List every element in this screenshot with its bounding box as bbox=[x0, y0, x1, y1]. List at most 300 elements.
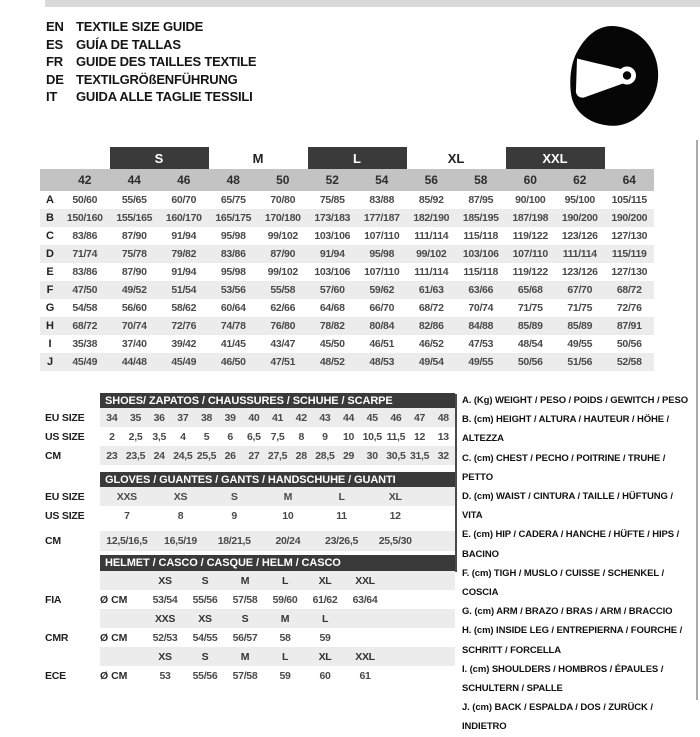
helmet-value-cell: 53/54 bbox=[152, 593, 178, 606]
measurement-cell: 80/84 bbox=[369, 320, 395, 332]
size-row bbox=[40, 408, 455, 427]
row-values bbox=[100, 427, 455, 446]
table-row bbox=[40, 353, 654, 371]
shoes-table bbox=[40, 393, 455, 465]
size-band: XL bbox=[447, 150, 465, 166]
measurement-cell: 177/187 bbox=[363, 212, 400, 224]
top-edge-strip bbox=[45, 0, 700, 7]
standard-label: CMR bbox=[40, 628, 100, 647]
size-band: M bbox=[252, 150, 264, 166]
helmet-size-cell: S bbox=[201, 574, 209, 587]
size-value-cell: 12 bbox=[389, 509, 401, 522]
size-value-cell: 25,5/30 bbox=[378, 535, 412, 547]
measurement-cell: 70/74 bbox=[468, 302, 494, 314]
size-value-cell: 27,5 bbox=[267, 449, 288, 462]
helmet-values bbox=[100, 666, 455, 685]
size-value-cell: 18/21,5 bbox=[217, 535, 251, 547]
size-value-cell: XS bbox=[173, 490, 188, 503]
helmet-size-cell bbox=[345, 609, 385, 628]
table-row bbox=[40, 227, 654, 245]
measurement-cell: 115/119 bbox=[611, 248, 647, 260]
size-value-cell: XXS bbox=[116, 490, 137, 503]
size-value-cell: 45 bbox=[366, 411, 378, 424]
measurement-cell: 107/110 bbox=[364, 230, 400, 242]
helmet-title-bar: HELMET / CASCO / CASQUE / HELM / CASCO bbox=[100, 555, 455, 571]
measurement-cell: 71/74 bbox=[72, 248, 98, 260]
row-label: EU SIZE bbox=[40, 408, 100, 427]
helmet-size-cell: S bbox=[241, 612, 249, 625]
measurement-cell: 54/58 bbox=[72, 302, 98, 314]
measurement-cell: 87/91 bbox=[616, 320, 642, 332]
helmet-value-cell: 58 bbox=[279, 631, 291, 644]
measurement-cell: 70/80 bbox=[270, 194, 296, 206]
right-edge-strip bbox=[696, 140, 698, 700]
measurement-cell: 160/170 bbox=[165, 212, 202, 224]
helmet-sizes-row bbox=[40, 647, 455, 666]
helmet-value-cell: 63/64 bbox=[352, 593, 378, 606]
measurement-cell: 44/48 bbox=[121, 356, 147, 368]
measurement-cell: 59/62 bbox=[369, 284, 395, 296]
helmet-size-cell: XL bbox=[318, 650, 332, 663]
size-value-cell: 40 bbox=[248, 411, 260, 424]
measurement-cell: 45/49 bbox=[72, 356, 98, 368]
size-value-cell: 31,5 bbox=[409, 449, 430, 462]
helmet-values-row bbox=[40, 666, 455, 685]
numeric-size: 60 bbox=[523, 173, 537, 187]
measurement-cell: 91/94 bbox=[319, 248, 345, 260]
measurement-cell: 115/118 bbox=[463, 230, 499, 242]
standard-label: ECE bbox=[40, 666, 100, 685]
size-value-cell: 35 bbox=[129, 411, 142, 424]
measurement-cell: 49/52 bbox=[121, 284, 147, 296]
helmet-size-cell: XXL bbox=[355, 650, 375, 663]
size-band: L bbox=[308, 147, 407, 169]
measurement-cell: 111/114 bbox=[414, 266, 449, 278]
size-value-cell: 28,5 bbox=[315, 449, 335, 462]
measurement-cell: 103/106 bbox=[462, 248, 499, 260]
row-letter: G bbox=[45, 302, 55, 314]
standard-label: FIA bbox=[40, 590, 100, 609]
helmet-values-row bbox=[40, 628, 455, 647]
measurement-cell: 107/110 bbox=[364, 266, 400, 278]
size-band: XXL bbox=[506, 147, 605, 169]
gloves-title-bar: GLOVES / GUANTES / GANTS / HANDSCHUHE / GUANTI bbox=[100, 472, 455, 487]
row-letter: D bbox=[46, 248, 54, 260]
size-value-cell: 11,5 bbox=[386, 430, 406, 443]
measurement-cell: 119/122 bbox=[512, 266, 548, 278]
size-value-cell: 10 bbox=[282, 509, 294, 522]
size-value-cell: 48 bbox=[437, 411, 449, 424]
table-row bbox=[40, 209, 654, 227]
numeric-size: 52 bbox=[325, 173, 339, 187]
measurement-cell: 71/75 bbox=[567, 302, 593, 314]
size-value-cell: 23 bbox=[106, 449, 118, 462]
helmet-sizes-row bbox=[40, 609, 455, 628]
letter-column-spacer bbox=[40, 169, 60, 191]
legend-item: F. (cm) TIGH / MUSLO / CUISSE / SCHENKEL / COSCIA bbox=[462, 567, 665, 599]
helmet-groups bbox=[40, 571, 455, 685]
measurement-cell: 123/126 bbox=[561, 266, 598, 278]
size-value-cell: 42 bbox=[295, 411, 307, 424]
measurement-cell: 107/110 bbox=[512, 248, 548, 260]
size-value-cell: 10 bbox=[343, 430, 355, 443]
measurement-cell: 65/75 bbox=[220, 194, 246, 206]
size-value-cell: 8 bbox=[177, 509, 184, 522]
measurement-cell: 83/86 bbox=[72, 266, 98, 278]
size-value-cell: 30 bbox=[366, 449, 378, 462]
legend-item: I. (cm) SHOULDERS / HOMBROS / ÉPAULES / SCHULTERN / SPALLE bbox=[462, 663, 664, 695]
helmet-size-cell: XS bbox=[158, 574, 172, 587]
size-value-cell: 46 bbox=[390, 411, 402, 424]
helmet-value-cell: 61/62 bbox=[312, 593, 338, 606]
row-label: CM bbox=[40, 531, 100, 551]
measurement-cell: 79/82 bbox=[171, 248, 197, 260]
helmet-sizes bbox=[100, 571, 455, 590]
size-band: S bbox=[110, 147, 209, 169]
measurement-cell: 127/130 bbox=[611, 266, 648, 278]
measurement-cell: 50/56 bbox=[616, 338, 642, 350]
measurement-cell: 95/98 bbox=[220, 266, 246, 278]
size-value-cell: 43 bbox=[319, 411, 331, 424]
measurement-cell: 39/42 bbox=[171, 338, 197, 350]
size-value-cell: L bbox=[338, 490, 345, 503]
measurement-cell: 85/89 bbox=[567, 320, 593, 332]
numeric-size: 42 bbox=[78, 173, 92, 187]
racing-helmet-icon bbox=[563, 20, 663, 135]
size-value-cell: 8 bbox=[298, 430, 304, 443]
measurement-cell: 37/40 bbox=[121, 338, 147, 350]
measurement-cell: 95/100 bbox=[564, 194, 595, 206]
measurement-cell: 111/114 bbox=[414, 230, 449, 242]
size-value-cell: XL bbox=[388, 490, 402, 503]
size-value-cell: 38 bbox=[200, 411, 213, 424]
measurement-cell: 46/51 bbox=[369, 338, 395, 350]
helmet-size-cell: M bbox=[240, 650, 250, 663]
legend-item: C. (cm) CHEST / PECHO / POITRINE / TRUHE / PETTO bbox=[462, 452, 666, 483]
measurement-cell: 53/56 bbox=[220, 284, 246, 296]
helmet-value-cell: 52/53 bbox=[152, 631, 178, 644]
helmet-sizes bbox=[100, 647, 455, 666]
helmet-size-cell: XS bbox=[198, 612, 212, 625]
measurement-cell: 74/78 bbox=[220, 320, 246, 332]
measurement-cell: 82/86 bbox=[418, 320, 444, 332]
row-letter: H bbox=[46, 320, 54, 332]
measurement-cell: 95/98 bbox=[369, 248, 395, 260]
numeric-size: 62 bbox=[573, 173, 587, 187]
helmet-value-cell bbox=[345, 628, 385, 647]
size-value-cell: 11 bbox=[336, 509, 347, 522]
size-value-cell: 10,5 bbox=[362, 430, 382, 443]
language-code: ES bbox=[46, 36, 63, 52]
measurement-cell: 35/38 bbox=[72, 338, 98, 350]
size-band-row bbox=[60, 147, 654, 169]
measurement-cell: 155/165 bbox=[116, 212, 153, 224]
legend-item: E. (cm) HIP / CADERA / HANCHE / HÜFTE / HIPS / BACINO bbox=[462, 529, 680, 560]
measurement-cell: 51/54 bbox=[171, 284, 197, 296]
row-letter: B bbox=[46, 212, 54, 224]
table-row bbox=[40, 281, 654, 299]
helmet-value-cell: 59/60 bbox=[272, 593, 298, 606]
table-row bbox=[40, 317, 654, 335]
measurement-cell: 48/53 bbox=[369, 356, 395, 368]
language-row bbox=[46, 18, 256, 36]
language-code: DE bbox=[46, 71, 64, 87]
size-value-cell: 7 bbox=[124, 509, 130, 522]
measurement-cell: 51/56 bbox=[567, 356, 593, 368]
measurement-cell: 123/126 bbox=[561, 230, 598, 242]
measurement-cell: 47/50 bbox=[72, 284, 98, 296]
table-row bbox=[40, 245, 654, 263]
helmet-value-cell: 54/55 bbox=[192, 631, 218, 644]
measurement-cell: 57/60 bbox=[319, 284, 345, 296]
helmet-value-cell: 61 bbox=[359, 669, 371, 682]
diameter-cm-prefix: Ø CM bbox=[100, 631, 128, 644]
measurement-cell: 50/60 bbox=[72, 194, 98, 206]
measurement-cell: 70/74 bbox=[121, 320, 147, 332]
row-label-spacer bbox=[40, 609, 100, 628]
helmet-size-cell: XL bbox=[318, 574, 332, 587]
measurement-cell: 60/70 bbox=[171, 194, 197, 206]
size-value-cell: 32 bbox=[437, 449, 449, 462]
measurement-cell: 150/160 bbox=[66, 212, 103, 224]
helmet-size-cell: XS bbox=[158, 650, 172, 663]
measurement-cell: 87/90 bbox=[270, 248, 296, 260]
measurement-cell: 105/115 bbox=[611, 194, 647, 206]
row-letter: F bbox=[46, 284, 54, 296]
size-row bbox=[40, 427, 455, 446]
row-values-inner bbox=[100, 487, 422, 506]
measurement-cell: 46/52 bbox=[418, 338, 444, 350]
row-label-spacer bbox=[40, 647, 100, 666]
helmet-size-cell: L bbox=[321, 612, 329, 625]
measurement-cell: 99/102 bbox=[267, 230, 298, 242]
row-label: US SIZE bbox=[40, 506, 100, 525]
measurement-cell: 64/68 bbox=[319, 302, 345, 314]
measurement-cell: 56/60 bbox=[121, 302, 147, 314]
row-values-inner bbox=[100, 506, 422, 525]
helmet-sizes-row bbox=[40, 571, 455, 590]
measurement-cell: 55/58 bbox=[270, 284, 296, 296]
measurement-cell: 83/86 bbox=[220, 248, 246, 260]
language-label: GUIDA ALLE TAGLIE TESSILI bbox=[76, 89, 253, 105]
row-values-inner bbox=[100, 531, 422, 551]
helmet-value-cell: 57/58 bbox=[232, 669, 258, 682]
numeric-size: 50 bbox=[276, 173, 290, 187]
legend-item: B. (cm) HEIGHT / ALTURA / HAUTEUR / HÖHE / ALTEZZA bbox=[462, 414, 670, 445]
measurement-cell: 41/45 bbox=[220, 338, 246, 350]
size-value-cell: 24,5 bbox=[173, 449, 193, 462]
measurement-cell: 65/68 bbox=[517, 284, 543, 296]
measurement-cell: 63/66 bbox=[468, 284, 494, 296]
helmet-value-cell: 55/56 bbox=[192, 593, 218, 606]
legend-item: H. (cm) INSIDE LEG / ENTREPIERNA / FOURCHE / SCHRITT / FORCELLA bbox=[462, 625, 683, 656]
helmet-value-cell: 53 bbox=[159, 669, 171, 682]
helmet-value-cell: 55/56 bbox=[192, 669, 218, 682]
measurement-cell: 50/56 bbox=[517, 356, 543, 368]
helmet-size-cell: XXL bbox=[355, 574, 375, 587]
numeric-size: 44 bbox=[127, 173, 141, 187]
measurement-cell: 165/175 bbox=[215, 212, 252, 224]
measurement-cell: 173/183 bbox=[314, 212, 351, 224]
gloves-table bbox=[40, 472, 455, 551]
language-label: GUIDE DES TAILLES TEXTILE bbox=[76, 54, 257, 70]
legend-item: J. (cm) BACK / ESPALDA / DOS / ZURÜCK / INDIETRO bbox=[462, 702, 653, 733]
measurement-cell: 78/82 bbox=[319, 320, 345, 332]
measurement-cell: 91/94 bbox=[171, 230, 197, 242]
size-value-cell: 26 bbox=[224, 449, 236, 462]
helmet-table bbox=[40, 555, 455, 685]
size-value-cell: 23,5 bbox=[125, 449, 146, 462]
row-label: CM bbox=[40, 446, 100, 465]
size-value-cell: 2 bbox=[109, 430, 115, 443]
size-value-cell: 12 bbox=[414, 430, 426, 443]
numeric-size: 48 bbox=[226, 173, 240, 187]
measurement-cell: 90/100 bbox=[515, 194, 546, 206]
measurement-cell: 87/90 bbox=[121, 266, 147, 278]
size-value-cell: 4 bbox=[180, 430, 186, 443]
size-value-cell: 28 bbox=[295, 449, 307, 462]
helmet-size-cell: XXS bbox=[154, 612, 176, 625]
size-value-cell: 29 bbox=[343, 449, 355, 462]
measurement-cell: 182/190 bbox=[413, 212, 450, 224]
measurement-cell: 49/54 bbox=[418, 356, 444, 368]
measurement-cell: 85/92 bbox=[418, 194, 444, 206]
size-value-cell: 47 bbox=[414, 411, 426, 424]
row-values bbox=[100, 408, 455, 427]
textile-rows bbox=[40, 191, 654, 371]
row-letter: A bbox=[46, 194, 54, 206]
measurement-cell: 47/53 bbox=[468, 338, 494, 350]
measurement-cell: 75/78 bbox=[121, 248, 147, 260]
row-label: US SIZE bbox=[40, 427, 100, 446]
measurement-cell: 91/94 bbox=[171, 266, 197, 278]
size-value-cell: 9 bbox=[322, 430, 328, 443]
measurement-cell: 45/50 bbox=[319, 338, 345, 350]
row-values bbox=[100, 446, 455, 465]
measurement-cell: 85/89 bbox=[517, 320, 543, 332]
measurement-cell: 119/122 bbox=[512, 230, 548, 242]
shoes-title-bar: SHOES/ ZAPATOS / CHAUSSURES / SCHUHE / SCARPE bbox=[100, 393, 455, 408]
size-value-cell: 44 bbox=[343, 411, 355, 424]
measurement-cell: 67/70 bbox=[567, 284, 593, 296]
helmet-value-cell: 59 bbox=[319, 631, 331, 644]
measurement-cell: 99/102 bbox=[267, 266, 298, 278]
language-row bbox=[46, 36, 256, 54]
size-band bbox=[605, 147, 655, 169]
measurement-cell: 84/88 bbox=[468, 320, 494, 332]
measurement-cell: 55/65 bbox=[121, 194, 147, 206]
measurement-cell: 48/54 bbox=[517, 338, 543, 350]
size-value-cell: 23/26,5 bbox=[325, 535, 358, 547]
measurement-cell: 87/95 bbox=[468, 194, 494, 206]
row-letter: J bbox=[46, 356, 54, 368]
helmet-size-cell: M bbox=[280, 612, 290, 625]
table-row bbox=[40, 335, 654, 353]
size-value-cell: 2,5 bbox=[128, 430, 143, 443]
size-value-cell: 34 bbox=[106, 411, 118, 424]
measurement-cell: 99/102 bbox=[416, 248, 447, 260]
size-value-cell: 20/24 bbox=[275, 535, 301, 547]
helmet-sizes bbox=[100, 609, 455, 628]
measurement-cell: 49/55 bbox=[468, 356, 494, 368]
measurement-cell: 68/72 bbox=[616, 284, 642, 296]
numeric-size: 54 bbox=[375, 173, 389, 187]
measurement-cell: 190/200 bbox=[611, 212, 648, 224]
size-value-cell: 12,5/16,5 bbox=[106, 535, 148, 547]
measurement-cell: 187/198 bbox=[512, 212, 549, 224]
legend-item: D. (cm) WAIST / CINTURA / TAILLE / HÜFTUNG / VITA bbox=[462, 491, 673, 522]
size-band bbox=[60, 147, 110, 169]
size-value-cell: 3,5 bbox=[152, 430, 167, 443]
measurement-cell: 95/98 bbox=[220, 230, 246, 242]
language-label: TEXTILGRÖßENFÜHRUNG bbox=[76, 71, 238, 87]
helmet-value-cell: 59 bbox=[279, 669, 291, 682]
measurement-cell: 170/180 bbox=[264, 212, 301, 224]
size-value-cell: 24 bbox=[153, 449, 165, 462]
size-value-cell: 30,5 bbox=[386, 449, 406, 462]
size-value-cell: 37 bbox=[177, 411, 189, 424]
row-letter: I bbox=[48, 338, 52, 350]
size-row bbox=[40, 446, 455, 465]
helmet-value-cell: 56/57 bbox=[232, 631, 258, 644]
measurement-cell: 115/118 bbox=[463, 266, 499, 278]
measurement-cell: 58/62 bbox=[171, 302, 197, 314]
helmet-values bbox=[100, 628, 455, 647]
measurement-cell: 49/55 bbox=[567, 338, 593, 350]
size-value-cell: 5 bbox=[203, 430, 210, 443]
size-value-cell: 25,5 bbox=[196, 449, 217, 462]
measurement-cell: 111/114 bbox=[562, 248, 597, 260]
measurement-cell: 45/49 bbox=[171, 356, 197, 368]
measurement-cell: 83/86 bbox=[72, 230, 98, 242]
size-value-cell: 7,5 bbox=[270, 430, 285, 443]
measurement-cell: 68/72 bbox=[418, 302, 444, 314]
helmet-size-cell: L bbox=[281, 650, 289, 663]
language-label: GUÍA DE TALLAS bbox=[76, 36, 181, 52]
measurement-cell: 52/58 bbox=[616, 356, 642, 368]
legend-item: A. (Kg) WEIGHT / PESO / POIDS / GEWITCH / PESO bbox=[462, 395, 689, 406]
size-value-cell: 6 bbox=[227, 430, 233, 443]
measurement-legend bbox=[462, 391, 695, 737]
helmet-size-cell: S bbox=[201, 650, 209, 663]
size-row bbox=[40, 487, 455, 506]
measurement-cell: 83/88 bbox=[369, 194, 395, 206]
diameter-cm-prefix: Ø CM bbox=[100, 669, 128, 682]
language-code: IT bbox=[46, 89, 58, 105]
size-row bbox=[40, 506, 455, 525]
helmet-values-row bbox=[40, 590, 455, 609]
measurement-cell: 190/200 bbox=[561, 212, 598, 224]
size-value-cell: 27 bbox=[248, 449, 260, 462]
measurement-cell: 66/70 bbox=[369, 302, 395, 314]
size-value-cell: S bbox=[230, 490, 238, 503]
measurement-cell: 72/76 bbox=[616, 302, 642, 314]
legend-item: G. (cm) ARM / BRAZO / BRAS / ARM / BRACCIO bbox=[462, 606, 673, 618]
helmet-size-cell: M bbox=[240, 574, 250, 587]
table-row bbox=[40, 191, 654, 209]
size-value-cell: 16,5/19 bbox=[164, 535, 197, 547]
measurement-cell: 46/50 bbox=[220, 356, 246, 368]
measurement-cell: 48/52 bbox=[319, 356, 345, 368]
measurement-cell: 60/64 bbox=[220, 302, 246, 314]
row-letter: E bbox=[46, 266, 54, 278]
language-row bbox=[46, 88, 256, 106]
size-value-cell: M bbox=[283, 490, 293, 503]
table-row bbox=[40, 299, 654, 317]
measurement-cell: 43/47 bbox=[270, 338, 296, 350]
numeric-size: 56 bbox=[424, 173, 438, 187]
size-prefix-spacer bbox=[100, 609, 145, 628]
